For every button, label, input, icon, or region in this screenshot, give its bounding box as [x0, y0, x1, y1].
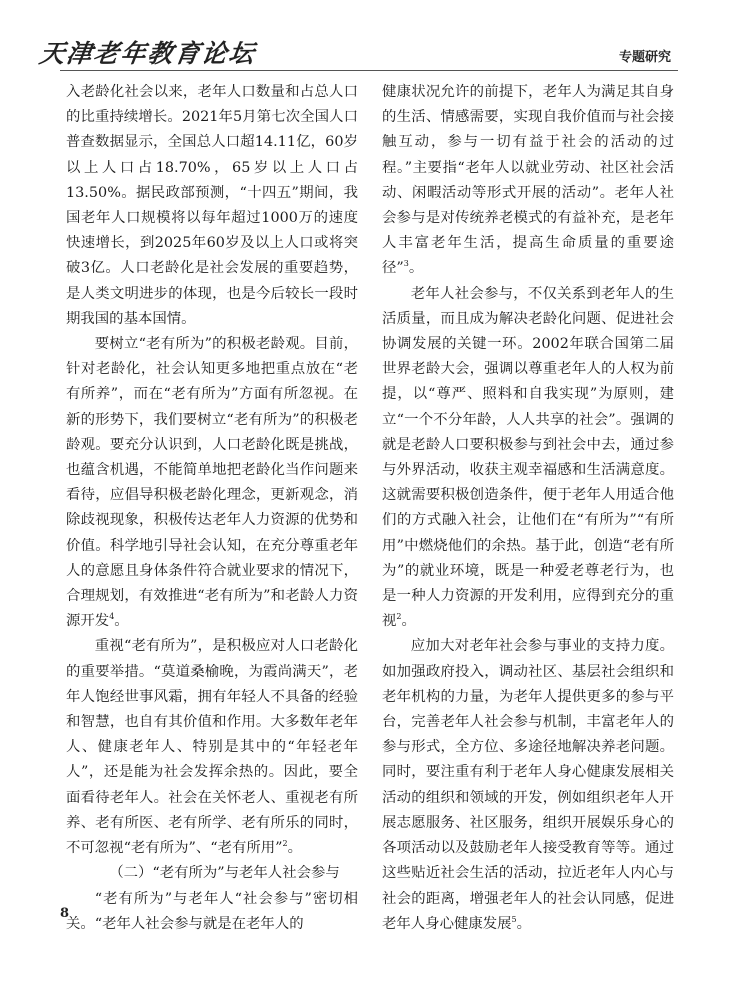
page-number: 8 — [60, 906, 70, 921]
journal-logo: 天津老年教育论坛 — [37, 39, 258, 68]
subheading-text: （二）“老有所为”与老年人社会参与 — [109, 865, 340, 882]
paragraph-text: “老有所为”与老年人“社会参与”密切相关。“老年人社会参与就是在老年人的 — [66, 890, 358, 932]
paragraph-participation-definition — [382, 80, 674, 282]
section-subheading — [66, 861, 358, 886]
paragraph-text: 。 — [287, 840, 303, 857]
section-label: 专题研究 — [618, 50, 671, 65]
paragraph-active-aging-view — [66, 332, 358, 634]
left-column — [66, 80, 358, 937]
citation-marker: 2 — [282, 839, 288, 849]
citation-marker: 2 — [396, 612, 402, 622]
paragraph-un-assembly — [382, 282, 674, 635]
paragraph-text: 。 — [401, 613, 416, 630]
paragraph-text: 应加大对老年社会参与事业的支持力度。如加强政府投入，调动社区、基层社会组织和老年机构的力量，为老年人提供更多的参与平台，完善老年人社会参与机制，丰富老年人的参与形式，全方位、多途径地解决养老问题。同时，要注重有利于老年人身心健康发展相关活动的组织和领域的开发，例如组织老年人开展志愿服务、社区服务，组织开展娱乐身心的各项活动以及鼓励老年人接受教育等等。通过这些贴近社会生活的活动，拉近老年人内心与社会的距离，增强老年人的社会认同感，促进老年人身心健康发展 — [382, 638, 674, 932]
paragraph-text: 要树立“老有所为”的积极老龄观。目前，针对老龄化，社会认知更多地把重点放在“老有所养”，而在“老有所为”方面有所忽视。在新的形势下，我们要树立“老有所为”的积极老龄观。要充分认识到，人口老龄化既是挑战，也蕴含机遇，不能简单地把老龄化当作问题来看待，应倡导积极老龄化理念，更新观念，消除歧视现象，积极传达老年人力资源的优势和价值。科学地引导社会认知，在充分尊重老年人的意愿且身体条件符合就业要求的情况下，合理规划，有效推进“老有所为”和老龄人力资源开发 — [66, 336, 358, 630]
paragraph-social-participation — [66, 887, 358, 937]
page-header — [0, 0, 731, 74]
paragraph-text: 。 — [408, 260, 424, 277]
paragraph-text: 入老龄化社会以来，老年人口数量和占总人口的比重持续增长。2021年5月第七次全国人口普查数据显示，全国总人口超14.11亿，60岁以上人口占18.70%，65岁以上人口占13.50%。据民政部预测，“十四五”期间，我国老年人口规模将以每年超过1000万的速度快速增长，到2025年60岁及以上人口或将突破3亿。人口老龄化是社会发展的重要趋势，是人类文明进步的体现，也是今后较长一段时期我国的基本国情。 — [66, 84, 358, 327]
paragraph-text: 老年人社会参与，不仅关系到老年人的生活质量，而且成为解决老龄化问题、促进社会协调发展的关键一环。2002年联合国第二届世界老龄大会，强调以尊重老年人的人权为前提，以“尊严、照料和自我实现”为原则，建立“一个不分年龄，人人共享的社会”。强调的就是老龄人口要积极参与到社会中去，通过参与外界活动，收获主观幸福感和生活满意度。这就需要积极创造条件，便于老年人用适合他们的方式融入社会，让他们在“有所为”“有所用”中燃烧他们的余热。基于此，创造“老有所为”的就业环境，既是一种爱老尊老行为，也是一种人力资源的开发利用，应得到充分的重视 — [382, 285, 674, 630]
paragraph-emphasis — [66, 634, 358, 861]
right-column — [382, 80, 674, 937]
paragraph-support — [382, 634, 674, 936]
citation-marker: 4 — [109, 612, 115, 622]
header-divider — [60, 70, 678, 71]
citation-marker: 5 — [511, 914, 517, 924]
paragraph-population-stats — [66, 80, 358, 332]
paragraph-text: 重视“老有所为”，是积极应对人口老龄化的重要举措。“莫道桑榆晚，为霞尚满天”，老年人饱经世事风霜，拥有年轻人不具备的经验和智慧，也自有其价值和作用。大多数年老年人、健康老年人、特别是其中的“年轻老年人”，还是能为社会发挥余热的。因此，要全面看待老年人。社会在关怀老人、重视老有所养、老有所医、老有所学、老有所乐的同时，不可忽视“老有所为”、“老有所用” — [66, 638, 358, 857]
paragraph-text: 。 — [114, 613, 129, 630]
paragraph-text: 。 — [516, 915, 532, 932]
paragraph-text: 健康状况允许的前提下，老年人为满足其自身的生活、情感需要，实现自我价值而与社会接触互动，参与一切有益于社会的活动的过程。”主要指“老年人以就业劳动、社区社会活动、闲暇活动等形式开展的活动”。老年人社会参与是对传统养老模式的有益补充，是老年人丰富老年生活，提高生命质量的重要途径” — [382, 84, 674, 277]
citation-marker: 3 — [403, 259, 409, 269]
